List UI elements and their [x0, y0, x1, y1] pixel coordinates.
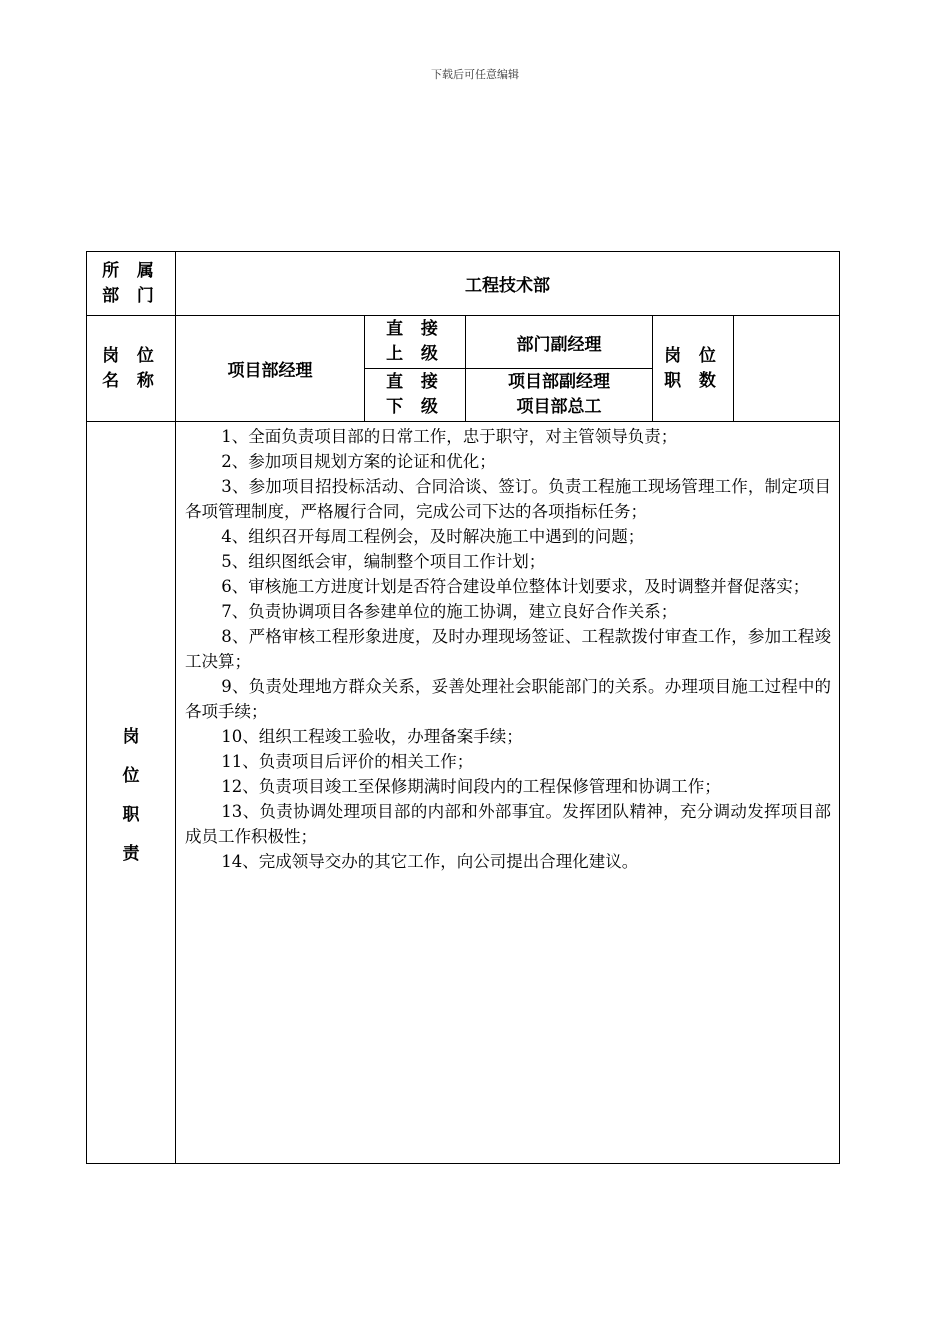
- duty-item: 9、负责处理地方群众关系，妥善处理社会职能部门的关系。办理项目施工过程中的各项手续；: [185, 677, 831, 721]
- dept-value: 工程技术部: [465, 276, 550, 296]
- post-label: 岗 位 名 称: [102, 345, 160, 391]
- headcount-label: 岗 位 职 数: [664, 345, 722, 391]
- duty-item: 5、组织图纸会审，编制整个项目工作计划；: [221, 552, 546, 571]
- header-note: 下载后可任意编辑: [431, 68, 519, 81]
- duty-item: 2、参加项目规划方案的论证和优化；: [221, 452, 496, 471]
- superior-label: 直 接 上 级: [386, 319, 444, 364]
- table-border-right: [839, 251, 840, 1164]
- duty-item: 14、完成领导交办的其它工作，向公司提出合理化建议。: [221, 852, 639, 871]
- table-border-bottom: [86, 1163, 840, 1164]
- duties-label: 岗 位 职 责: [122, 726, 140, 864]
- duty-item: 11、负责项目后评价的相关工作；: [221, 752, 474, 771]
- superior-value: 部门副经理: [516, 334, 602, 355]
- table-rule-row2: [86, 421, 840, 422]
- duty-item: 1、全面负责项目部的日常工作，忠于职守，对主管领导负责；: [221, 427, 678, 446]
- subordinate-value: 项目部副经理 项目部总工: [508, 372, 610, 417]
- duty-item: 3、参加项目招投标活动、合同洽谈、签订。负责工程施工现场管理工作，制定项目各项管理制度，严格履行合同，完成公司下达的各项指标任务；: [185, 477, 831, 521]
- duty-item: 4、组织召开每周工程例会，及时解决施工中遇到的问题；: [221, 527, 645, 546]
- duty-item: 10、组织工程竣工验收，办理备案手续；: [221, 727, 523, 746]
- headcount-value: [734, 316, 839, 421]
- subordinate-label: 直 接 下 级: [386, 372, 444, 417]
- duty-item: 8、严格审核工程形象进度，及时办理现场签证、工程款拨付审查工作，参加工程竣工决算；: [185, 627, 831, 671]
- duties-list: [185, 424, 831, 1159]
- duty-item: 7、负责协调项目各参建单位的施工协调，建立良好合作关系；: [221, 602, 678, 621]
- duty-item: 6、审核施工方进度计划是否符合建设单位整体计划要求，及时调整并督促落实；: [221, 577, 810, 596]
- post-value: 项目部经理: [227, 361, 313, 381]
- duty-item: 13、负责协调处理项目部的内部和外部事宜。发挥团队精神，充分调动发挥项目部成员工作积极性；: [185, 802, 831, 846]
- duty-item: 12、负责项目竣工至保修期满时间段内的工程保修管理和协调工作；: [221, 777, 721, 796]
- dept-label: 所 属 部 门: [102, 260, 160, 306]
